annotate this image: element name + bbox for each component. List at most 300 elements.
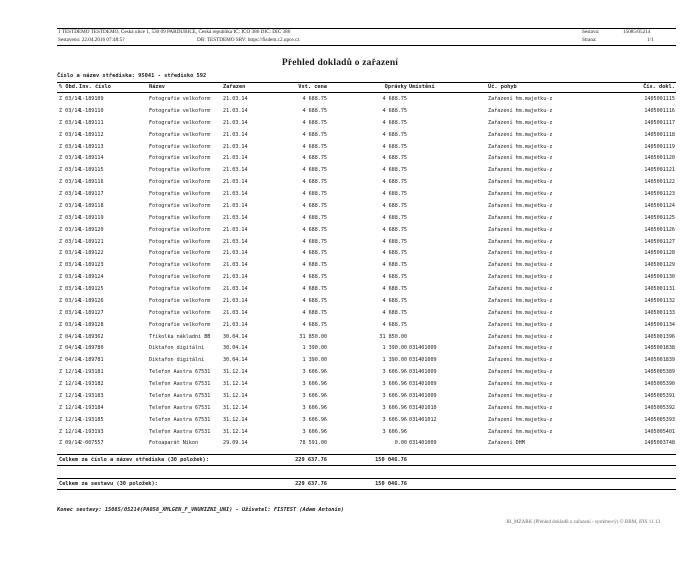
cell-period: Z 03/14 <box>59 202 81 209</box>
cell-depreciation: 4 688.75 <box>382 131 407 138</box>
cell-location: 031401010 <box>409 404 437 411</box>
cell-period: Z 12/14 <box>59 392 81 399</box>
cell-period: Z 03/14 <box>59 155 81 162</box>
cell-location: 031401009 <box>409 357 437 364</box>
table-row <box>57 226 676 238</box>
table-body <box>57 95 676 451</box>
cell-name: Telefon Aastra 67531 <box>149 404 211 411</box>
cell-depreciation: 4 688.75 <box>382 179 407 186</box>
cell-accounting-movement: Zařazení hm.majetku-z <box>488 119 553 126</box>
cell-document-number: 1405001117 <box>644 119 675 126</box>
cell-entry-price: 3 606.96 <box>302 369 327 376</box>
cell-document-number: 1405001396 <box>644 333 675 340</box>
cell-document-number: 1405001838 <box>644 345 675 352</box>
cell-placed-date: 21.03.14 <box>223 226 248 233</box>
cell-inventory-number: 1-189780 <box>79 345 104 352</box>
cell-document-number: 1405001128 <box>644 250 675 257</box>
cell-name: Telefon Aastra 67531 <box>149 381 211 387</box>
report-title: Přehled dokladů o zařazení <box>281 58 399 68</box>
cell-inventory-number: 1-189781 <box>79 357 104 364</box>
cell-placed-date: 21.03.14 <box>223 309 248 316</box>
cell-placed-date: 21.03.14 <box>223 214 248 221</box>
cell-accounting-movement: Zařazení hm.majetku-z <box>488 392 553 399</box>
cell-inventory-number: 1-189362 <box>79 333 104 340</box>
table-row <box>57 166 676 178</box>
cell-depreciation: 0.00 <box>394 440 407 447</box>
cell-depreciation: 4 688.75 <box>382 226 407 233</box>
cell-depreciation: 3 606.96 <box>382 392 407 399</box>
cell-inventory-number: 1-189114 <box>79 155 104 162</box>
cell-inventory-number: 1-189119 <box>79 214 104 221</box>
cell-accounting-movement: Zařazení hm.majetku-z <box>488 428 553 435</box>
cell-accounting-movement: Zařazení hm.majetku-z <box>488 167 553 174</box>
cell-depreciation: 3 606.96 <box>382 381 407 387</box>
cell-inventory-number: 2-007557 <box>79 440 104 447</box>
cell-inventory-number: 1-189120 <box>79 226 104 233</box>
cell-accounting-movement: Zařazení hm.majetku-z <box>488 309 553 316</box>
cell-period: Z 03/14 <box>59 131 81 138</box>
page-label: Strana: <box>582 37 597 43</box>
table-row <box>57 380 676 392</box>
table-row <box>57 178 676 190</box>
cell-inventory-number: 1-193181 <box>79 369 104 376</box>
cell-name: Fotografie velkoform <box>149 119 211 126</box>
cell-document-number: 1405001130 <box>644 274 675 281</box>
cell-period: Z 03/14 <box>59 309 81 316</box>
table-header <box>57 82 676 93</box>
table-row <box>57 95 676 107</box>
table-row <box>57 154 676 166</box>
cell-accounting-movement: Zařazení hm.majetku-z <box>488 214 553 221</box>
cell-placed-date: 21.03.14 <box>223 238 248 245</box>
cell-entry-price: 4 688.75 <box>302 238 327 245</box>
cell-inventory-number: 1-189113 <box>79 143 104 150</box>
cell-name: Fotografie velkoform <box>149 214 211 221</box>
cell-period: Z 04/14 <box>59 357 81 364</box>
cell-accounting-movement: Zařazení hm.majetku-z <box>488 226 553 233</box>
cell-inventory-number: 1-189125 <box>79 286 104 292</box>
cell-document-number: 1405001118 <box>644 131 675 138</box>
cell-document-number: 1405001132 <box>644 297 675 304</box>
report-header-line-1 <box>57 28 676 37</box>
cell-name: Fotografie velkoform <box>149 179 211 186</box>
cell-accounting-movement: Zařazení hm.majetku-z <box>488 286 553 292</box>
cell-name: Telefon Aastra 67531 <box>149 416 211 423</box>
table-row <box>57 333 676 345</box>
cell-period: Z 09/14 <box>59 440 81 447</box>
created-timestamp: Sestaveno: 22.04.2016 07:48:5? <box>58 37 125 43</box>
col-header-period: % Obd. <box>59 84 79 90</box>
cell-placed-date: 21.03.14 <box>223 96 248 102</box>
cell-placed-date: 21.03.14 <box>223 119 248 126</box>
table-row <box>57 392 676 404</box>
cell-inventory-number: 1-193193 <box>79 428 104 435</box>
cell-accounting-movement: Zařazení hm.majetku-z <box>488 357 553 364</box>
cell-placed-date: 30.04.14 <box>223 345 248 352</box>
cell-document-number: 1405001131 <box>644 286 675 292</box>
table-row <box>57 143 676 155</box>
cell-period: Z 03/14 <box>59 214 81 221</box>
cell-inventory-number: 1-193182 <box>79 381 104 387</box>
col-header-document-number: Čís. dokl. <box>643 84 675 90</box>
cell-accounting-movement: Zařazení hm.majetku-z <box>488 191 553 197</box>
cell-name: Diktafon digitální <box>149 345 205 352</box>
cell-inventory-number: 1-189128 <box>79 321 104 328</box>
table-row <box>57 190 676 202</box>
cell-placed-date: 31.12.14 <box>223 392 248 399</box>
cell-inventory-number: 1-189115 <box>79 167 104 174</box>
cell-depreciation: 4 688.75 <box>382 191 407 197</box>
cell-accounting-movement: Zařazení hm.majetku-z <box>488 202 553 209</box>
cell-placed-date: 21.03.14 <box>223 167 248 174</box>
table-row <box>57 131 676 143</box>
cell-entry-price: 4 688.75 <box>302 155 327 162</box>
cell-depreciation: 4 688.75 <box>382 321 407 328</box>
cell-placed-date: 21.03.14 <box>223 155 248 162</box>
cell-period: Z 03/14 <box>59 226 81 233</box>
col-header-depreciation: Oprávky <box>384 84 407 90</box>
cell-name: Fotografie velkoform <box>149 297 211 304</box>
cell-period: Z 03/14 <box>59 274 81 281</box>
cell-depreciation: 4 688.75 <box>382 286 407 292</box>
cell-period: Z 03/14 <box>59 321 81 328</box>
cell-document-number: 1405001116 <box>644 107 675 114</box>
cell-period: Z 03/14 <box>59 286 81 292</box>
report-header-line-2 <box>57 37 676 46</box>
report-end-note: Konec sestavy: 15085/05214(PA058_XMLGEN_F_VNUHIZNI_UNI) - Uživatel: FISTEST (Adam Antonín) <box>57 507 345 513</box>
cell-placed-date: 31.12.14 <box>223 404 248 411</box>
cell-placed-date: 31.12.14 <box>223 428 248 435</box>
cell-document-number: 1405001115 <box>644 96 675 102</box>
cell-accounting-movement: Zařazení hm.majetku-z <box>488 416 553 423</box>
table-row <box>57 285 676 297</box>
cell-period: Z 03/14 <box>59 96 81 102</box>
cell-inventory-number: 1-189123 <box>79 262 104 269</box>
cell-depreciation: 4 688.75 <box>382 202 407 209</box>
cell-placed-date: 21.03.14 <box>223 297 248 304</box>
cell-name: Fotografie velkoform <box>149 96 211 102</box>
cell-document-number: 1405001127 <box>644 238 675 245</box>
cell-entry-price: 4 688.75 <box>302 131 327 138</box>
cell-entry-price: 3 606.96 <box>302 404 327 411</box>
cell-name: Fotografie velkoform <box>149 274 211 281</box>
cost-center-label: Číslo a název střediska: 95041 - středisko 592 <box>57 73 207 79</box>
cell-location: 031401009 <box>409 345 437 352</box>
report-copyright: RI_MZARK (Přehled dokladů o zařazení - systémový) © BBM, iFIS 11.13 <box>506 519 660 525</box>
cell-period: Z 03/14 <box>59 297 81 304</box>
cell-entry-price: 3 606.96 <box>302 416 327 423</box>
cell-entry-price: 3 606.96 <box>302 428 327 435</box>
cell-period: Z 03/14 <box>59 250 81 257</box>
page-number: 1/1 <box>647 37 654 43</box>
table-row <box>57 356 676 368</box>
cell-accounting-movement: Zařazení hm.majetku-z <box>488 297 553 304</box>
cell-entry-price: 4 688.75 <box>302 107 327 114</box>
cell-depreciation: 4 688.75 <box>382 155 407 162</box>
subtotal-depreciation: 150 046.76 <box>375 457 407 463</box>
cell-document-number: 1405001120 <box>644 155 675 162</box>
cell-period: Z 12/14 <box>59 416 81 423</box>
cell-name: Fotografie velkoform <box>149 309 211 316</box>
col-header-location: Umístění <box>409 84 435 90</box>
table-row <box>57 428 676 440</box>
cell-entry-price: 4 688.75 <box>302 202 327 209</box>
cell-name: Diktafon digitální <box>149 357 205 364</box>
cell-inventory-number: 1-193185 <box>79 416 104 423</box>
cell-placed-date: 21.03.14 <box>223 286 248 292</box>
cell-location: 031401009 <box>409 381 437 387</box>
cell-inventory-number: 1-189110 <box>79 107 104 114</box>
cell-period: Z 03/14 <box>59 119 81 126</box>
total-entry-price: 229 637.76 <box>295 481 327 487</box>
cell-document-number: 1405001121 <box>644 167 675 174</box>
cell-entry-price: 31 850.00 <box>299 333 327 340</box>
cell-placed-date: 21.03.14 <box>223 321 248 328</box>
cell-depreciation: 4 688.75 <box>382 309 407 316</box>
cell-accounting-movement: Zařazení hm.majetku-z <box>488 155 553 162</box>
cell-document-number: 1405001133 <box>644 309 675 316</box>
col-header-placed-date: Zařazen <box>223 84 246 90</box>
cell-depreciation: 1 390.00 <box>382 345 407 352</box>
cell-inventory-number: 1-189109 <box>79 96 104 102</box>
cell-document-number: 1405005401 <box>644 428 675 435</box>
cell-accounting-movement: Zařazení hm.majetku-z <box>488 250 553 257</box>
cell-entry-price: 4 688.75 <box>302 274 327 281</box>
col-header-inventory-number: Inv. číslo <box>79 84 111 90</box>
cell-document-number: 1405001129 <box>644 262 675 269</box>
cell-name: Fotografie velkoform <box>149 250 211 257</box>
cell-placed-date: 31.12.14 <box>223 369 248 376</box>
cell-name: Fotografie velkoform <box>149 226 211 233</box>
cell-location: 031401009 <box>409 440 437 447</box>
cell-depreciation: 4 688.75 <box>382 262 407 269</box>
table-row <box>57 107 676 119</box>
cell-placed-date: 31.12.14 <box>223 416 248 423</box>
cell-entry-price: 1 390.00 <box>302 357 327 364</box>
cell-document-number: 1405005392 <box>644 404 675 411</box>
cell-accounting-movement: Zařazení hm.majetku-z <box>488 179 553 186</box>
report-id-label: Sestava: <box>582 29 600 35</box>
cell-accounting-movement: Zařazení hm.majetku-z <box>488 321 553 328</box>
cell-document-number: 1405005391 <box>644 392 675 399</box>
cell-inventory-number: 1-189127 <box>79 309 104 316</box>
cell-period: Z 12/14 <box>59 369 81 376</box>
cell-document-number: 1405005393 <box>644 416 675 423</box>
cell-name: Tříkolka nákladní BB <box>149 333 211 340</box>
table-row <box>57 309 676 321</box>
cell-depreciation: 3 606.96 <box>382 428 407 435</box>
cell-name: Telefon Aastra 67531 <box>149 392 211 399</box>
cell-name: Fotografie velkoform <box>149 107 211 114</box>
cell-period: Z 04/14 <box>59 345 81 352</box>
cell-placed-date: 21.03.14 <box>223 250 248 257</box>
cell-placed-date: 21.03.14 <box>223 274 248 281</box>
cell-document-number: 1405001839 <box>644 357 675 364</box>
table-row <box>57 416 676 428</box>
cell-document-number: 1405001126 <box>644 226 675 233</box>
cell-placed-date: 31.12.14 <box>223 381 248 387</box>
cell-period: Z 12/14 <box>59 381 81 387</box>
cell-accounting-movement: Zařazení hm.majetku-z <box>488 381 553 387</box>
cell-name: Fotografie velkoform <box>149 202 211 209</box>
cell-entry-price: 1 390.00 <box>302 345 327 352</box>
table-row <box>57 368 676 380</box>
cell-depreciation: 4 688.75 <box>382 274 407 281</box>
cell-placed-date: 21.03.14 <box>223 262 248 269</box>
cell-document-number: 1405001122 <box>644 179 675 186</box>
table-row <box>57 214 676 226</box>
cell-period: Z 03/14 <box>59 179 81 186</box>
cell-accounting-movement: Zařazení hm.majetku-z <box>488 131 553 138</box>
cell-name: Fotografie velkoform <box>149 262 211 269</box>
subtotal-entry-price: 229 637.76 <box>295 457 327 463</box>
cell-depreciation: 4 688.75 <box>382 143 407 150</box>
table-row <box>57 119 676 131</box>
table-row <box>57 439 676 451</box>
cell-entry-price: 4 688.75 <box>302 250 327 257</box>
table-row <box>57 404 676 416</box>
cell-depreciation: 3 606.96 <box>382 369 407 376</box>
cell-placed-date: 29.09.14 <box>223 440 248 447</box>
cell-name: Fotografie velkoform <box>149 155 211 162</box>
database-server-info: DB: TESTDEMO SRV: https://fisdem.c2.upce.cz <box>197 37 300 43</box>
subtotal-label: Celkem za číslo a název střediska (30 položek): <box>59 457 209 463</box>
cell-period: Z 03/14 <box>59 238 81 245</box>
cell-name: Fotografie velkoform <box>149 191 211 197</box>
cell-entry-price: 4 688.75 <box>302 96 327 102</box>
table-row <box>57 273 676 285</box>
cell-document-number: 1405001125 <box>644 214 675 221</box>
cell-inventory-number: 1-189117 <box>79 191 104 197</box>
cell-name: Fotografie velkoform <box>149 167 211 174</box>
cell-placed-date: 21.03.14 <box>223 107 248 114</box>
cell-entry-price: 3 606.96 <box>302 392 327 399</box>
cell-placed-date: 21.03.14 <box>223 179 248 186</box>
cell-inventory-number: 1-193183 <box>79 392 104 399</box>
cell-period: Z 03/14 <box>59 262 81 269</box>
cell-document-number: 1405001124 <box>644 202 675 209</box>
cell-accounting-movement: Zařazení hm.majetku-z <box>488 96 553 102</box>
table-row <box>57 249 676 261</box>
cell-location: 031401009 <box>409 369 437 376</box>
table-row <box>57 344 676 356</box>
cell-placed-date: 21.03.14 <box>223 191 248 197</box>
cell-document-number: 1405005390 <box>644 381 675 387</box>
cell-period: Z 04/14 <box>59 333 81 340</box>
cell-entry-price: 4 688.75 <box>302 119 327 126</box>
cell-accounting-movement: Zařazení hm.majetku-z <box>488 369 553 376</box>
cell-entry-price: 4 688.75 <box>302 286 327 292</box>
cell-accounting-movement: Zařazení hm.majetku-z <box>488 274 553 281</box>
cell-placed-date: 30.04.14 <box>223 357 248 364</box>
cell-inventory-number: 1-189121 <box>79 238 104 245</box>
cell-entry-price: 4 688.75 <box>302 167 327 174</box>
report-id-value: 15085/05214 <box>623 29 651 35</box>
cell-entry-price: 4 688.75 <box>302 179 327 186</box>
cell-period: Z 03/14 <box>59 107 81 114</box>
cell-accounting-movement: Zařazení DHM <box>488 440 525 447</box>
cell-entry-price: 4 688.75 <box>302 143 327 150</box>
cell-name: Fotografie velkoform <box>149 321 211 328</box>
cell-depreciation: 4 688.75 <box>382 238 407 245</box>
table-row <box>57 261 676 273</box>
cell-placed-date: 21.03.14 <box>223 143 248 150</box>
cell-depreciation: 3 606.96 <box>382 404 407 411</box>
cell-entry-price: 3 606.96 <box>302 381 327 387</box>
total-depreciation: 150 046.76 <box>375 481 407 487</box>
cell-document-number: 1405005389 <box>644 369 675 376</box>
cell-placed-date: 21.03.14 <box>223 131 248 138</box>
cell-period: Z 03/14 <box>59 143 81 150</box>
table-row <box>57 238 676 250</box>
cell-document-number: 1405001119 <box>644 143 675 150</box>
cell-entry-price: 4 688.75 <box>302 321 327 328</box>
cell-inventory-number: 1-189124 <box>79 274 104 281</box>
cell-accounting-movement: Zařazení hm.majetku-z <box>488 262 553 269</box>
cell-entry-price: 4 688.75 <box>302 297 327 304</box>
col-header-name: Název <box>149 84 165 90</box>
cell-period: Z 12/14 <box>59 428 81 435</box>
total-row <box>57 478 676 490</box>
table-row <box>57 202 676 214</box>
cell-depreciation: 4 688.75 <box>382 107 407 114</box>
cell-location: 031401009 <box>409 392 437 399</box>
cell-accounting-movement: Zařazení hm.majetku-z <box>488 238 553 245</box>
table-row <box>57 321 676 333</box>
cell-depreciation: 31 850.00 <box>379 333 407 340</box>
cell-inventory-number: 1-189116 <box>79 179 104 186</box>
cell-accounting-movement: Zařazení hm.majetku-z <box>488 143 553 150</box>
cell-depreciation: 4 688.75 <box>382 214 407 221</box>
total-label: Celkem za sestavu (30 položek): <box>59 481 158 487</box>
cell-name: Fotografie velkoform <box>149 143 211 150</box>
cell-name: Telefon Aastra 67531 <box>149 428 211 435</box>
cell-entry-price: 4 688.75 <box>302 262 327 269</box>
subtotal-row <box>57 454 676 466</box>
cell-entry-price: 4 688.75 <box>302 191 327 197</box>
cell-period: Z 03/14 <box>59 191 81 197</box>
cell-accounting-movement: Zařazení hm.majetku-z <box>488 333 553 340</box>
cell-name: Telefon Aastra 67531 <box>149 369 211 376</box>
cell-location: 031401012 <box>409 416 437 423</box>
cell-entry-price: 4 688.75 <box>302 309 327 316</box>
cell-depreciation: 1 390.00 <box>382 357 407 364</box>
cell-depreciation: 4 688.75 <box>382 119 407 126</box>
cell-name: Fotografie velkoform <box>149 238 211 245</box>
table-row <box>57 297 676 309</box>
cell-placed-date: 21.03.14 <box>223 202 248 209</box>
cell-accounting-movement: Zařazení hm.majetku-z <box>488 404 553 411</box>
cell-inventory-number: 1-189122 <box>79 250 104 257</box>
cell-inventory-number: 1-189111 <box>79 119 104 126</box>
col-header-accounting-movement: Úč. pohyb <box>488 84 517 90</box>
cell-period: Z 03/14 <box>59 167 81 174</box>
cell-inventory-number: 1-189118 <box>79 202 104 209</box>
cell-accounting-movement: Zařazení hm.majetku-z <box>488 345 553 352</box>
cell-placed-date: 30.04.14 <box>223 333 248 340</box>
cell-entry-price: 78 591.00 <box>299 440 327 447</box>
cell-depreciation: 4 688.75 <box>382 297 407 304</box>
cell-name: Fotografie velkoform <box>149 286 211 292</box>
cell-document-number: 1405003748 <box>644 440 675 447</box>
cell-depreciation: 4 688.75 <box>382 250 407 257</box>
cell-entry-price: 4 688.75 <box>302 214 327 221</box>
cell-period: Z 12/14 <box>59 404 81 411</box>
cell-document-number: 1405001134 <box>644 321 675 328</box>
cell-name: Fotoaparát Nikon <box>149 440 199 447</box>
cell-inventory-number: 1-189112 <box>79 131 104 138</box>
cell-inventory-number: 1-189126 <box>79 297 104 304</box>
